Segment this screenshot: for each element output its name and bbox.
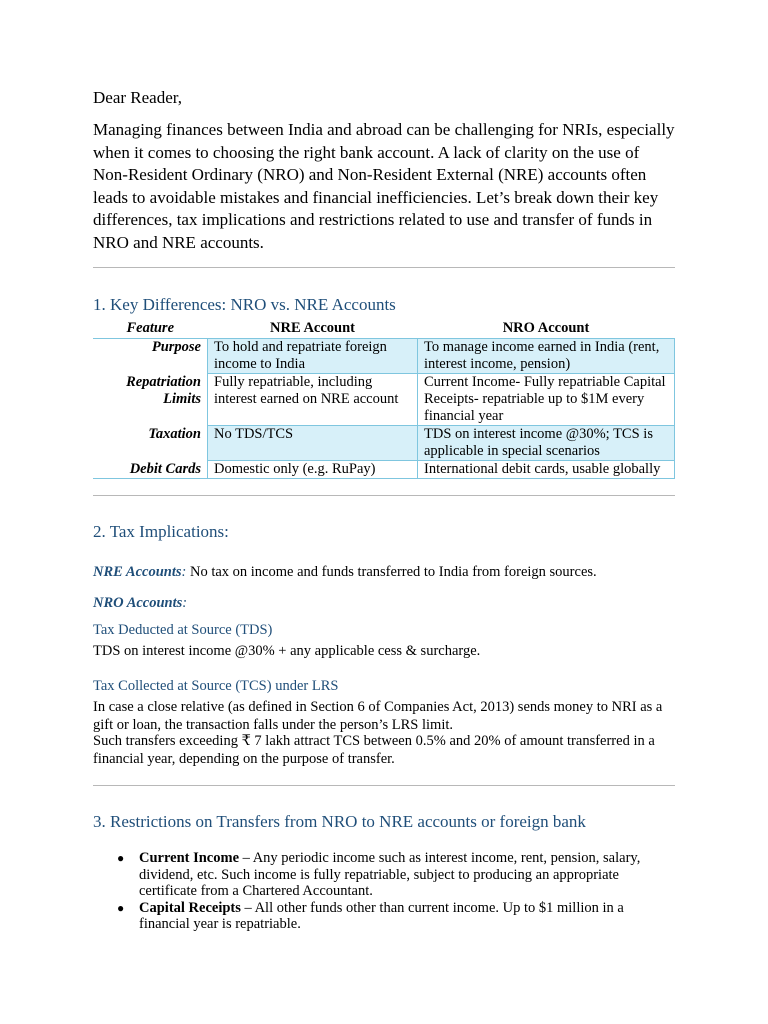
section1-heading: 1. Key Differences: NRO vs. NRE Accounts <box>93 295 396 314</box>
row-nre: Fully repatriable, including interest earned on NRE account <box>208 374 418 426</box>
row-feature: Repatriation Limits <box>126 373 201 407</box>
tcs-heading: Tax Collected at Source (TCS) under LRS <box>93 678 339 694</box>
table-header-feature: Feature <box>126 320 175 336</box>
row-nro-text: Current Income- Fully repatriable Capital Receipts- repatriable up to $1M every financial year <box>424 374 666 424</box>
table-header-nre: NRE Account <box>270 320 355 336</box>
table-row <box>93 374 675 426</box>
list-item <box>93 850 675 900</box>
nre-tax-text: No tax on income and funds transferred to India from foreign sources. <box>186 564 597 580</box>
section2-heading: 2. Tax Implications: <box>93 522 229 541</box>
tds-text: TDS on interest income @30% + any applicable cess & surcharge. <box>93 643 481 659</box>
row-feature: Taxation <box>148 425 201 442</box>
tds-heading: Tax Deducted at Source (TDS) <box>93 622 273 638</box>
bullet-term: Current Income <box>139 850 240 866</box>
tcs-text-1: In case a close relative (as defined in Section 6 of Companies Act, 2013) sends money to NRI as a gift or loan, the transaction falls under the person’s LRS limit. <box>93 699 663 733</box>
nro-colon: : <box>182 595 188 611</box>
nre-tax-paragraph <box>93 564 677 582</box>
row-nre: To hold and repatriate foreign income to India <box>208 339 418 374</box>
bullet-icon: ● <box>117 851 125 865</box>
table-row <box>93 339 675 374</box>
table-row <box>93 461 675 479</box>
row-nro: To manage income earned in India (rent, interest income, pension) <box>418 339 675 374</box>
greeting: Dear Reader, <box>93 88 182 107</box>
divider <box>93 785 675 786</box>
list-item <box>93 900 675 933</box>
row-feature: Purpose <box>93 339 208 374</box>
row-nro: TDS on interest income @30%; TCS is applicable in special scenarios <box>418 426 675 461</box>
section3-heading: 3. Restrictions on Transfers from NRO to NRE accounts or foreign bank <box>93 812 586 831</box>
table-row <box>93 426 675 461</box>
row-feature: Debit Cards <box>93 461 208 479</box>
bullet-term: Capital Receipts <box>139 899 241 916</box>
nro-accounts-label: NRO Accounts <box>93 595 183 611</box>
nre-colon: : <box>181 564 187 580</box>
row-nre: No TDS/TCS <box>208 426 418 461</box>
table-header-row <box>93 320 675 339</box>
row-nro <box>418 374 675 426</box>
table-bottom-rule <box>93 495 675 496</box>
nro-tax-heading <box>93 595 677 613</box>
comparison-table <box>93 320 675 479</box>
intro-paragraph: Managing finances between India and abroad can be challenging for NRIs, especially when it comes to choosing the right bank account. A lack of clarity on the use of Non-Resident Ordinary (NRO) and Non-Resident External (NRE) accounts often leads to avoidable mistakes and financial inefficiencies. Let’s break down their key differences, tax implications and restrictions related to use and transfer of funds in NRO and NRE accounts. <box>93 120 675 252</box>
restrictions-list <box>93 850 675 933</box>
nre-accounts-label: NRE Accounts <box>93 564 182 580</box>
row-nro: International debit cards, usable globally <box>418 461 675 479</box>
bullet-text: – All other funds other than current income. Up to $1 million in a financial year is repatriable. <box>139 899 624 932</box>
tcs-text-2: Such transfers exceeding ₹ 7 lakh attract TCS between 0.5% and 20% of amount transferred in a financial year, depending on the purpose of transfer. <box>93 733 655 767</box>
divider <box>93 267 675 268</box>
row-nre: Domestic only (e.g. RuPay) <box>208 461 418 479</box>
bullet-text: – Any periodic income such as interest income, rent, pension, salary, dividend, etc. Such income is fully repatriable, subject to producing an appropriate certificate from a Chartered Accountant. <box>139 850 641 899</box>
table-header-nro: NRO Account <box>502 320 590 336</box>
bullet-icon: ● <box>117 900 125 915</box>
